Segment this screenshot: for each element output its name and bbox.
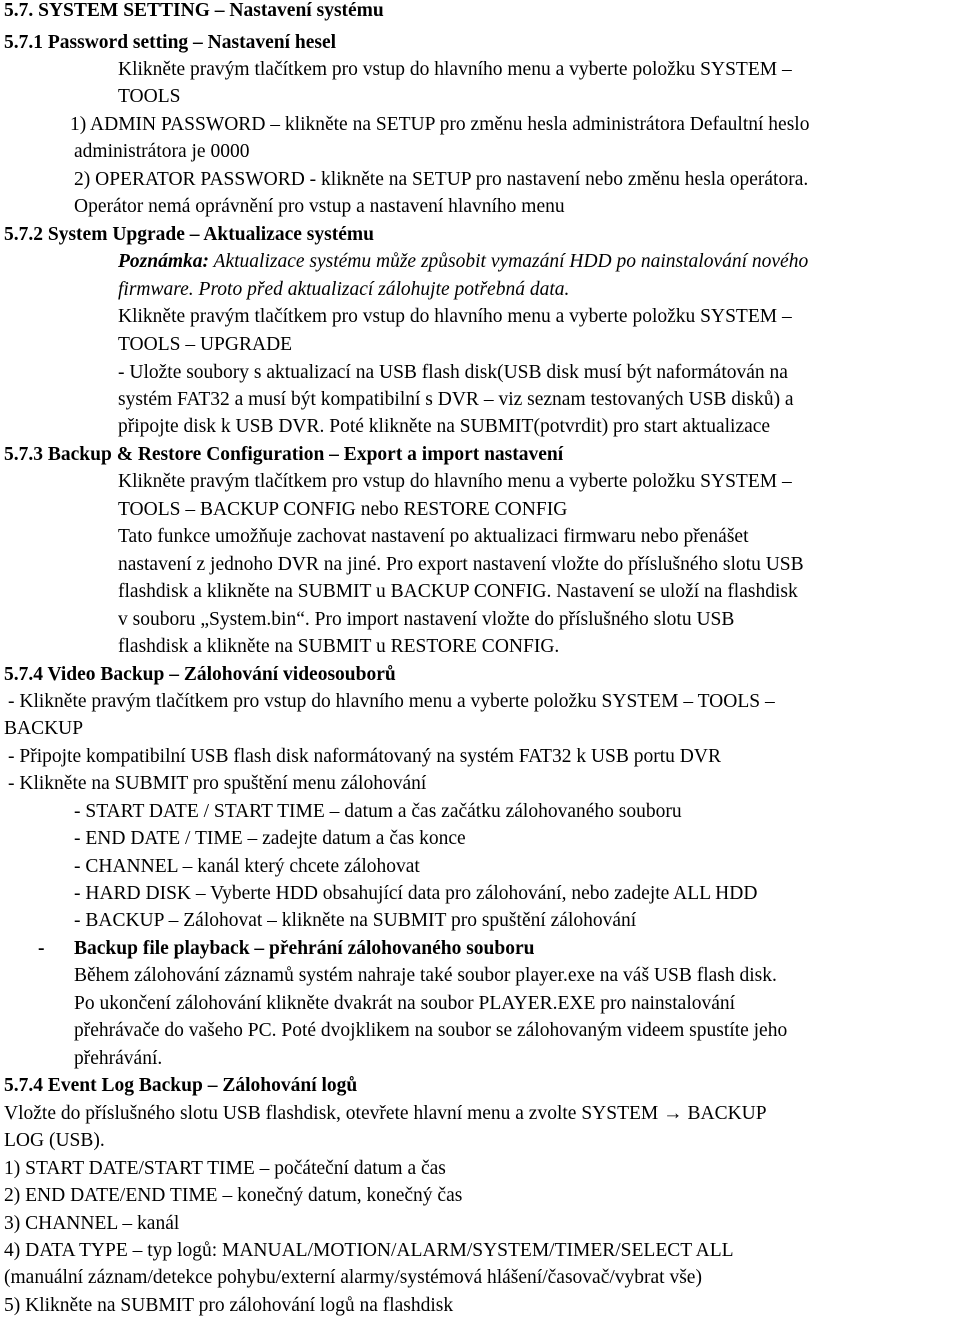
sub-list-item: - HARD DISK – Vyberte HDD obsahující data pro zálohování, nebo zadejte ALL HDD [74,883,758,904]
section-heading-5-7-3: 5.7.3 Backup & Restore Configuration – Export a import nastavení [4,444,564,465]
section-heading-5-7-4-log: 5.7.4 Event Log Backup – Zálohování logů [4,1075,358,1096]
text-line: přehrávače do vašeho PC. Poté dvojklikem na soubor se zálohovaným videem spustíte jeho [74,1020,788,1041]
text-line: Po ukončení zálohování klikněte dvakrát na soubor PLAYER.EXE pro nainstalování [74,993,736,1014]
text-line: LOG (USB). [4,1130,105,1151]
sub-list-item: - START DATE / START TIME – datum a čas začátku zálohovaného souboru [74,801,682,822]
section-heading-5-7-4-video: 5.7.4 Video Backup – Zálohování videosouborů [4,664,396,685]
text-line: BACKUP [4,718,84,739]
sub-list-item: - CHANNEL – kanál který chcete zálohovat [74,856,420,877]
text-line: v souboru „System.bin“. Pro import nastavení vložte do příslušného slotu USB [118,609,735,630]
section-heading-5-7-1: 5.7.1 Password setting – Nastavení hesel [4,32,337,53]
text-line: Klikněte pravým tlačítkem pro vstup do hlavního menu a vyberte položku SYSTEM – [118,471,792,492]
list-item: 1) START DATE/START TIME – počáteční datum a čas [4,1158,446,1179]
list-item: 3) CHANNEL – kanál [4,1213,180,1234]
text-line: systém FAT32 a musí být kompatibilní s DVR – viz seznam testovaných USB disků) a [118,389,794,410]
text-line: - Uložte soubory s aktualizací na USB flash disk(USB disk musí být naformátován na [118,362,788,383]
text-line: flashdisk a klikněte na SUBMIT u BACKUP CONFIG. Nastavení se uloží na flashdisk [118,581,798,602]
note-line: Poznámka: Aktualizace systému může způsobit vymazání HDD po nainstalování nového [118,251,809,272]
playback-dash: - [38,938,45,959]
section-heading-5-7-2: 5.7.2 System Upgrade – Aktualizace systému [4,224,374,245]
text-line: (manuální záznam/detekce pohybu/externí alarmy/systémová hlášení/časovač/vybrat vše) [4,1267,702,1288]
note-line: firmware. Proto před aktualizací zálohujte potřebná data. [118,279,570,300]
text-line: připojte disk k USB DVR. Poté klikněte na SUBMIT(potvrdit) pro start aktualizace [118,416,771,437]
text-line: TOOLS – UPGRADE [118,334,293,355]
text-line: administrátora je 0000 [74,141,250,162]
text-line: Klikněte pravým tlačítkem pro vstup do hlavního menu a vyberte položku SYSTEM – [118,306,792,327]
text-line: Operátor nemá oprávnění pro vstup a nastavení hlavního menu [74,196,565,217]
list-item: 1) ADMIN PASSWORD – klikněte na SETUP pro změnu hesla administrátora Defaultní heslo [70,114,810,135]
text-line: Během zálohování záznamů systém nahraje také soubor player.exe na váš USB flash disk. [74,965,777,986]
list-item: 2) OPERATOR PASSWORD - klikněte na SETUP pro nastavení nebo změnu hesla operátora. [74,169,809,190]
text-line: nastavení z jednoho DVR na jiné. Pro export nastavení vložte do příslušného slotu USB [118,554,804,575]
list-item: - Klikněte na SUBMIT pro spuštění menu zálohování [8,773,427,794]
note-label: Poznámka: [118,251,210,272]
list-item: - Klikněte pravým tlačítkem pro vstup do hlavního menu a vyberte položku SYSTEM – TOOLS – [8,691,775,712]
text-line: flashdisk a klikněte na SUBMIT u RESTORE CONFIG. [118,636,560,657]
list-item: 2) END DATE/END TIME – konečný datum, konečný čas [4,1185,463,1206]
list-item: 5) Klikněte na SUBMIT pro zálohování logů na flashdisk [4,1295,454,1316]
text-line: Klikněte pravým tlačítkem pro vstup do hlavního menu a vyberte položku SYSTEM – [118,59,792,80]
text-line: Vložte do příslušného slotu USB flashdisk, otevřete hlavní menu a zvolte SYSTEM → BACKUP [4,1103,767,1124]
playback-heading: Backup file playback – přehrání zálohovaného souboru [74,938,535,959]
sub-list-item: - BACKUP – Zálohovat – klikněte na SUBMIT pro spuštění zálohování [74,910,637,931]
sub-list-item: - END DATE / TIME – zadejte datum a čas konce [74,828,466,849]
section-heading-5-7: 5.7. SYSTEM SETTING – Nastavení systému [4,0,384,21]
text-line: Tato funkce umožňuje zachovat nastavení po aktualizaci firmwaru nebo přenášet [118,526,749,547]
list-item: - Připojte kompatibilní USB flash disk naformátovaný na systém FAT32 k USB portu DVR [8,746,721,767]
text-line: TOOLS – BACKUP CONFIG nebo RESTORE CONFIG [118,499,568,520]
text-line: TOOLS [118,86,181,107]
text-line: přehrávání. [74,1048,163,1069]
list-item: 4) DATA TYPE – typ logů: MANUAL/MOTION/ALARM/SYSTEM/TIMER/SELECT ALL [4,1240,734,1261]
